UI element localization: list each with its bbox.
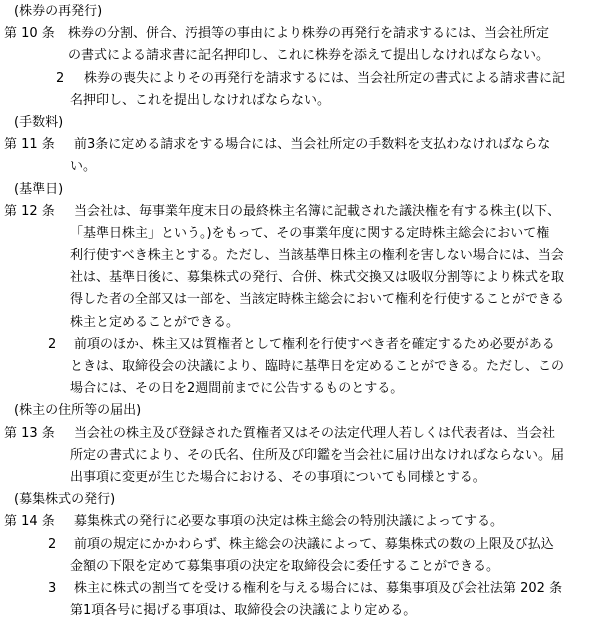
article-text: 所定の書式により、その氏名、住所及び印鑑を当会社に届け出なければならない。届 [70,447,565,463]
paragraph-text: 場合には、その日を2週間前までに公告するものとする。 [70,381,404,397]
paragraph-text: 株券の喪失によりその再発行を請求するには、当会社所定の書式による請求書に記 [84,70,566,86]
paragraph-line [0,600,600,622]
article-line [0,201,600,223]
article-line [0,23,600,45]
article-number: 第 11 条 [4,137,55,153]
paragraph-text: 前項のほか、株主又は質権者として権利を行使すべき者を確定するため必要がある [74,336,555,352]
article-number: 第 12 条 [4,203,55,219]
paragraph-text: 前項の規定にかかわらず、株主総会の決議によって、募集株式の数の上限及び払込 [74,536,554,552]
article-line [0,511,600,533]
article-line [0,134,600,156]
paragraph-number: 2 [48,536,57,552]
article-line [0,156,600,178]
article-text: の書式による請求書に記名押印し、これに株券を添えて提出しなければならない。 [68,48,550,64]
paragraph-line [0,378,600,400]
paragraph-line [0,356,600,378]
article-line [0,312,600,334]
article-number: 第 14 条 [4,514,55,530]
paragraph-text: 第1項各号に掲げる事項は、取締役会の決議により定める。 [70,603,417,619]
paragraph-line [0,578,600,600]
section-heading: (基準日) [14,181,64,197]
article-line [0,267,600,289]
paragraph-line [0,556,600,578]
paragraph-text: 金額の下限を定めて募集事項の決定を取締役会に委任することができる。 [70,558,500,574]
paragraph-line [0,68,600,90]
article-text: 前3条に定める請求をする場合には、当会社所定の手数料を支払わなければならな [74,137,551,153]
paragraph-number: 3 [48,580,57,596]
article-text: 当会社は、毎事業年度末日の最終株主名簿に記載された議決権を有する株主(以下、 [74,203,561,219]
article-line [0,245,600,267]
section-heading: (手数料) [14,114,64,130]
section-heading: (募集株式の発行) [14,492,116,508]
paragraph-text: 株主に株式の割当てを受ける権利を与える場合には、募集事項及び会社法第 202 条 [74,580,563,596]
article-text: 出事項に変更が生じた場合における、その事項についても同様とする。 [70,469,486,485]
article-text: 得した者の全部又は一部を、当該定時株主総会において権利を行使することができる [70,292,565,308]
paragraph-line [0,90,600,112]
article-text: 株券の分割、併合、汚損等の事由により株券の再発行を請求するには、当会社所定 [68,26,550,42]
article-line [0,45,600,67]
paragraph-line [0,334,600,356]
article-line [0,467,600,489]
article-text: 「基準日株主」という。)をもって、その事業年度に関する定時株主総会において権 [70,225,550,241]
article-line [0,289,600,311]
article-text: 当会社の株主及び登録された質権者又はその法定代理人若しくは代表者は、当会社 [74,425,556,441]
article-number: 第 13 条 [4,425,55,441]
article-line [0,445,600,467]
section-heading: (株主の住所等の届出) [14,403,142,419]
article-line [0,423,600,445]
paragraph-line [0,534,600,556]
paragraph-text: 名押印し、これを提出しなければならない。 [70,92,331,108]
article-text: い。 [70,159,97,175]
article-number: 第 10 条 [4,26,55,42]
article-line [0,223,600,245]
section-heading: (株券の再発行) [14,4,103,19]
article-text: 募集株式の発行に必要な事項の決定は株主総会の特別決議によってする。 [74,514,504,530]
paragraph-number: 2 [48,336,57,352]
paragraph-text: ときは、取締役会の決議により、臨時に基準日を定めることができる。ただし、この [70,359,565,374]
article-text: 社は、基準日後に、募集株式の発行、合併、株式交換又は吸収分割等により株式を取 [70,270,565,286]
article-text: 株主と定めることができる。 [70,314,240,330]
paragraph-number: 2 [56,70,65,86]
article-text: 利行使すべき株主とする。ただし、当該基準日株主の権利を害しない場合には、当会 [70,248,564,264]
